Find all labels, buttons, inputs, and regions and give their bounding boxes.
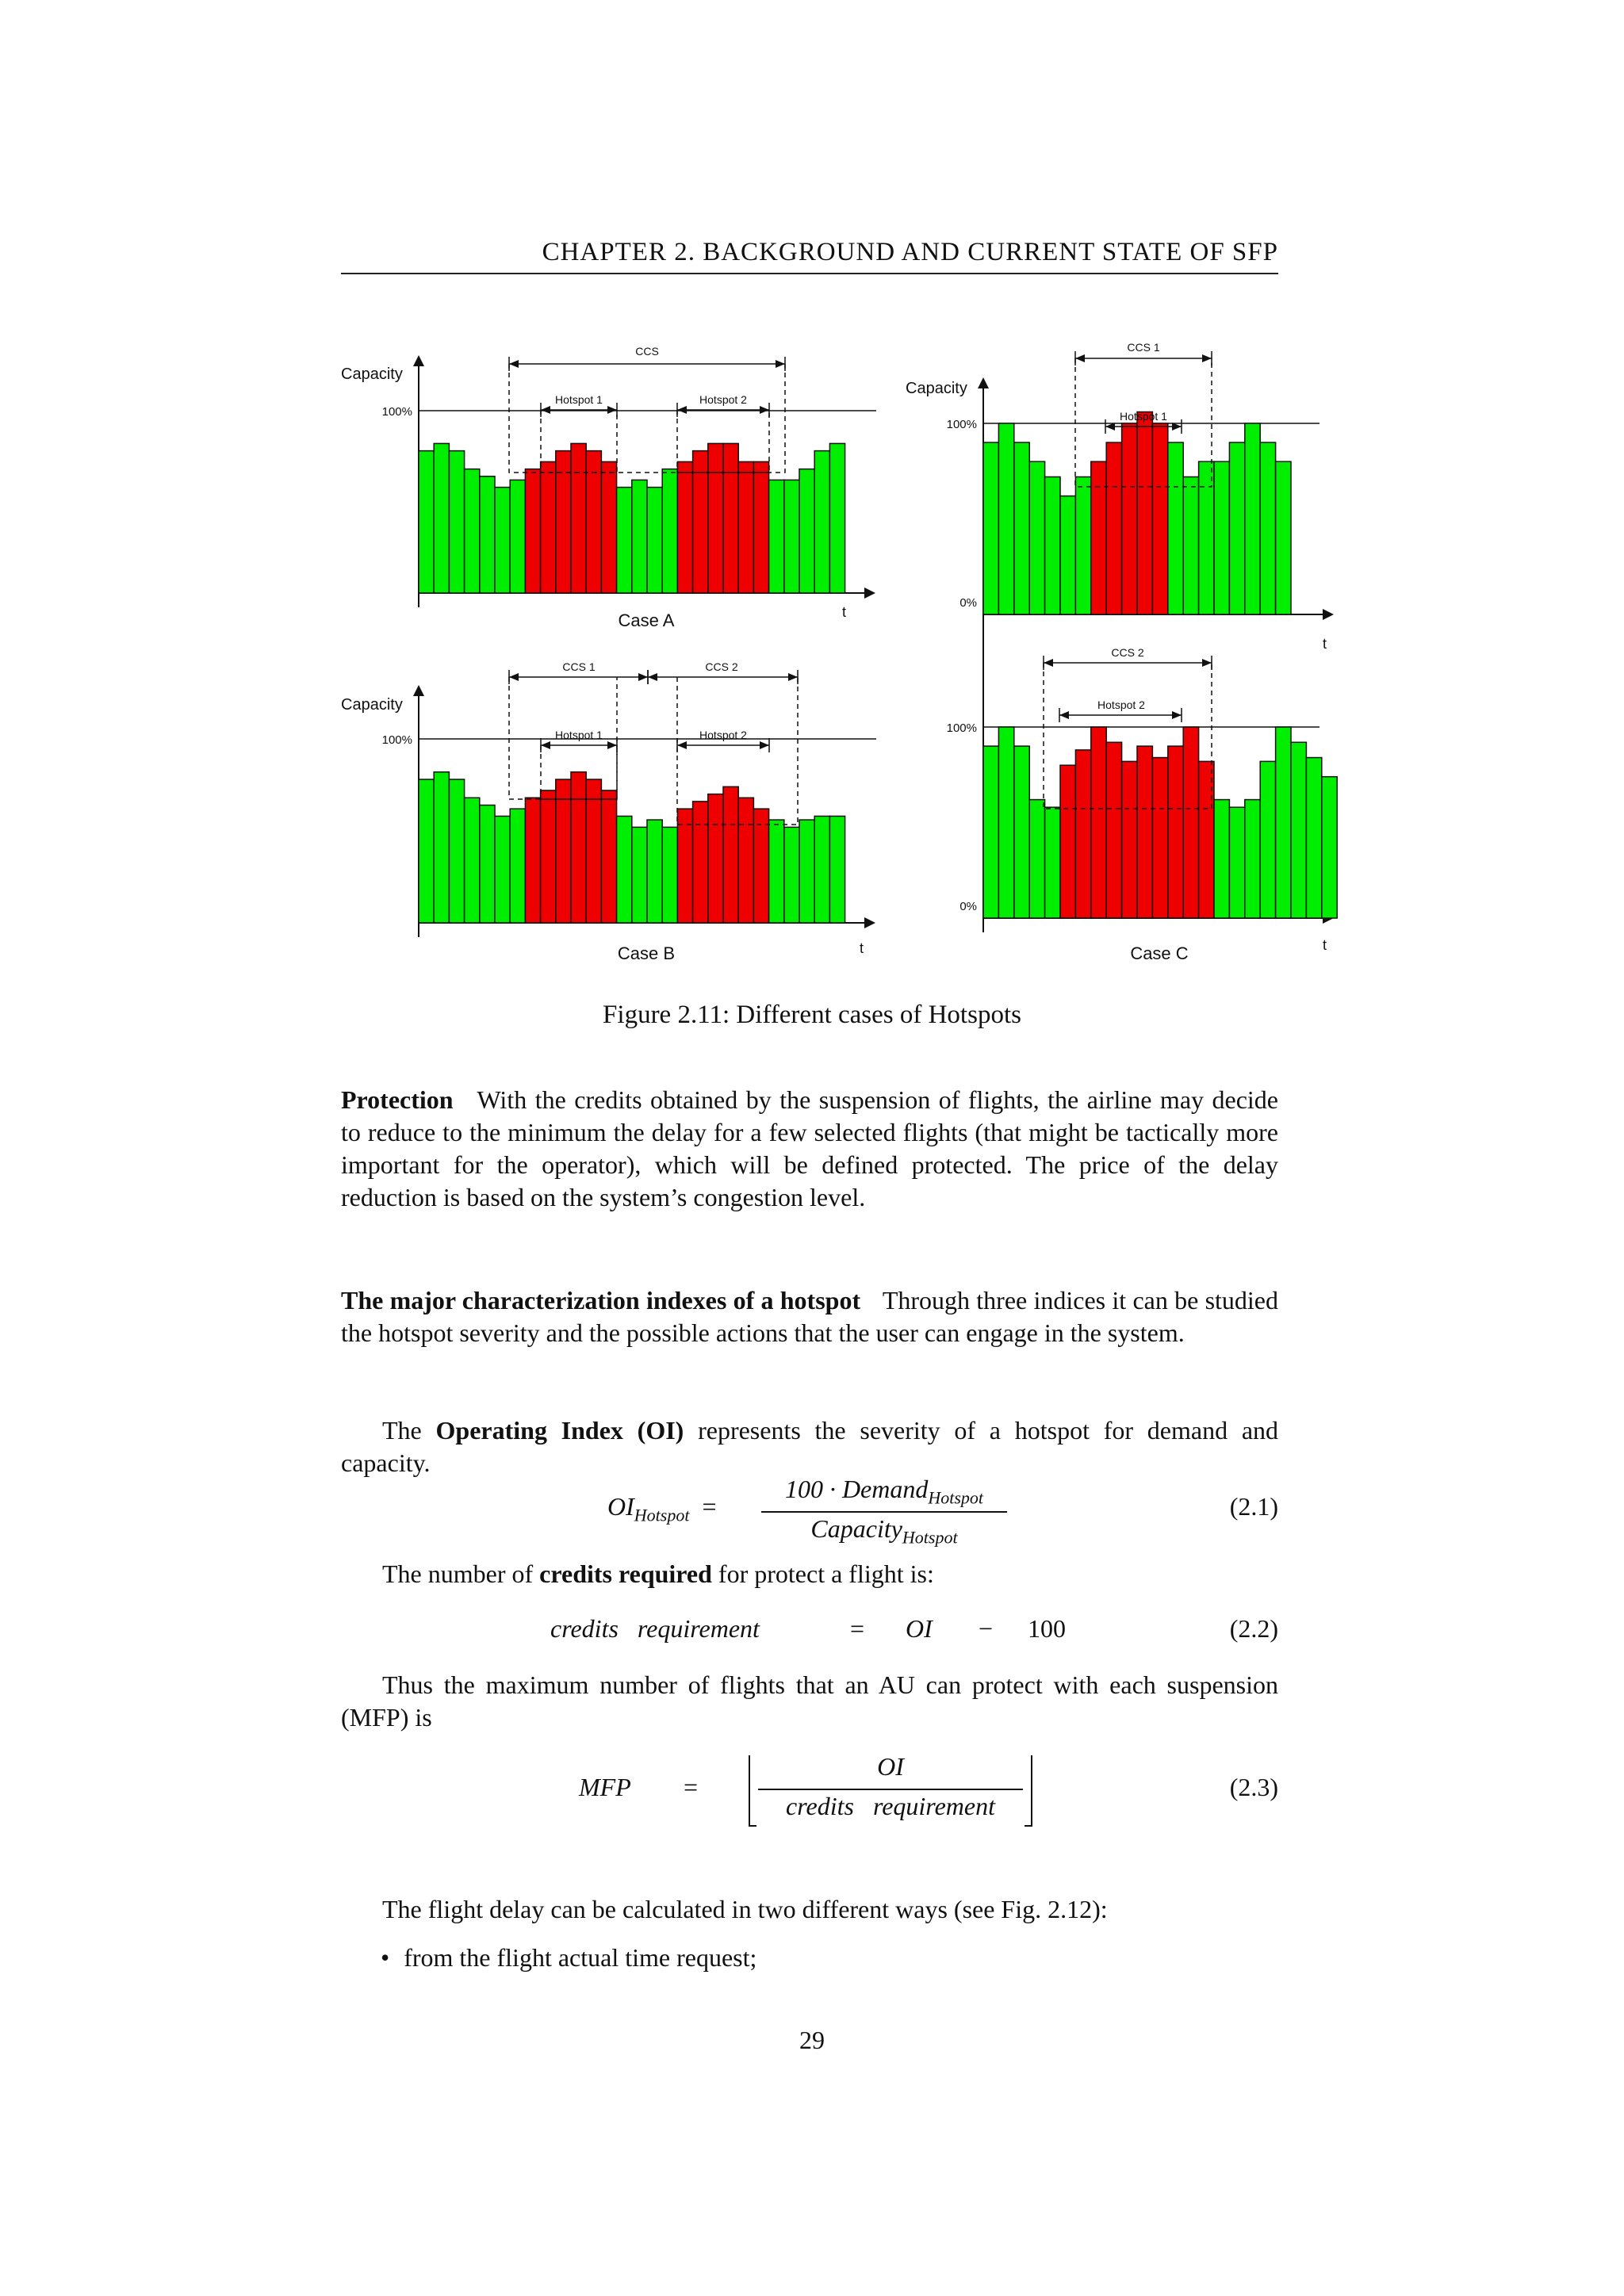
- case-a-bar: [495, 488, 510, 593]
- hotspot-figure: [0, 0, 1624, 991]
- case-c-ccs2-arrow-head-right: [1202, 659, 1212, 667]
- case-a-bar: [677, 461, 692, 593]
- case-c-ccs2-arrow-head-left: [1044, 659, 1053, 667]
- case-c-bottom-0pct-label: 0%: [959, 900, 977, 913]
- case-b-bar: [753, 809, 768, 923]
- case-b-bar: [571, 772, 586, 923]
- case-a-bar: [617, 488, 632, 593]
- eq3-equals: =: [684, 1773, 699, 1801]
- case-b-bar: [738, 798, 753, 923]
- case-a-t-label: t: [842, 604, 847, 620]
- case-b-bar: [419, 779, 434, 923]
- bullet-text: from the flight actual time request;: [404, 1943, 757, 1972]
- case-c-top-bar: [1137, 412, 1152, 614]
- bullet-dot: •: [381, 1943, 390, 1972]
- eq1-denominator: [761, 1514, 1007, 1548]
- case-c-ccs1-arrow-head-right: [1202, 354, 1212, 362]
- case-c-top-100pct-label: 100%: [946, 418, 977, 431]
- case-a-capacity-label: Capacity: [341, 365, 403, 383]
- figure-caption: Figure 2.11: Different cases of Hotspots: [603, 1001, 1021, 1029]
- credits-paragraph: [341, 1558, 1278, 1590]
- case-c-bottom-bar: [1214, 800, 1229, 918]
- case-a-100pct-label: 100%: [381, 405, 412, 419]
- case-b-bar: [829, 816, 845, 923]
- case-c-bottom-bar: [1106, 742, 1121, 918]
- case-c-top-capacity-label: Capacity: [906, 380, 967, 397]
- delay-paragraph: The flight delay can be calculated in two different ways (see Fig. 2.12):: [382, 1895, 1108, 1923]
- case-b-bar: [723, 786, 738, 923]
- case-a-ccs-box: [509, 364, 785, 473]
- case-b-capacity-label: Capacity: [341, 696, 403, 714]
- case-c-top-bar: [1183, 476, 1198, 614]
- eq3-num: OI: [877, 1752, 904, 1781]
- case-b-bar: [784, 827, 799, 923]
- eq3-lhs: MFP: [579, 1773, 631, 1801]
- case-b-bar: [525, 798, 540, 923]
- case-c-top-t-label: t: [1323, 636, 1327, 652]
- case-b-bar: [449, 779, 464, 923]
- eq2-oi: OI: [906, 1614, 933, 1643]
- case-a-bar: [829, 443, 845, 593]
- case-c-bottom-bar: [1199, 761, 1214, 918]
- case-c-hotspot1-label: Hotspot 1: [1120, 410, 1167, 423]
- case-c-bottom-bar: [1075, 750, 1090, 918]
- case-c-bottom-bar: [983, 746, 998, 918]
- eq2-lhs: credits requirement: [550, 1614, 760, 1643]
- case-b-hotspot2-arrow-head-right: [760, 741, 769, 749]
- case-c-ccs1-label: CCS 1: [1127, 341, 1160, 354]
- eq3-floor-left: [749, 1755, 756, 1827]
- oi-post: represents the severity of a hotspot for demand and capacity.: [341, 1416, 1279, 1477]
- case-a-bar: [647, 488, 662, 593]
- eq2-equals: =: [850, 1614, 865, 1643]
- case-c-top-bar: [1152, 423, 1167, 614]
- case-b-bar: [677, 809, 692, 923]
- case-c-bottom-bar: [1045, 807, 1060, 918]
- case-a-bar: [449, 451, 464, 593]
- case-b-y-arrow: [413, 685, 424, 696]
- case-a-bar: [662, 469, 677, 593]
- case-b-bar: [617, 816, 632, 923]
- case-b-bar: [541, 790, 556, 923]
- case-c-top-bar: [1106, 442, 1121, 614]
- case-c-bottom-bar: [1091, 727, 1106, 918]
- case-b-hotspot1-label: Hotspot 1: [555, 729, 603, 741]
- case-b-t-label: t: [860, 940, 864, 956]
- case-a-bar: [601, 461, 616, 593]
- indexes-title: The major characterization indexes of a hotspot: [341, 1286, 861, 1314]
- case-c-hotspot2-label: Hotspot 2: [1097, 698, 1145, 711]
- case-a-bar: [784, 480, 799, 593]
- case-a-bar: [769, 480, 784, 593]
- case-c-bottom-bar: [1014, 746, 1029, 918]
- case-b-ccs2-arrow-head-right: [788, 673, 798, 681]
- indexes-text: Through three indices it can be studied the hotspot severity and the possible actions that the user can engage in the system.: [341, 1286, 1279, 1347]
- indexes-paragraph: [341, 1284, 1278, 1349]
- case-b-bar: [708, 794, 723, 923]
- case-a-hotspot2-arrow-head-right: [760, 406, 769, 414]
- case-a-bar: [632, 480, 647, 593]
- credits-post: for protect a flight is:: [718, 1559, 934, 1588]
- eq1-lhs: OI: [607, 1492, 634, 1521]
- case-c-top-bar: [1122, 423, 1137, 614]
- case-c-top-bar: [983, 442, 998, 614]
- case-b-bar: [586, 779, 601, 923]
- protection-text: With the credits obtained by the suspension of flights, the airline may decide to reduce to the minimum the delay for a few selected flights (that might be tactically more important for the operator), which will be defined protected. The price of the delay reduction is based on the system’s congestion level.: [341, 1085, 1279, 1211]
- case-c-top-bar: [1075, 476, 1090, 614]
- case-c-bottom-bar: [1168, 746, 1183, 918]
- case-b-bar: [480, 806, 495, 923]
- equation-2-2: [341, 1614, 1278, 1649]
- case-a-bar: [419, 451, 434, 593]
- case-c-top-bar: [1245, 423, 1260, 614]
- eq2-number: (2.2): [1229, 1614, 1278, 1643]
- case-c-bottom-bar: [1183, 727, 1198, 918]
- case-b-bar: [814, 816, 829, 923]
- eq2-minus: −: [979, 1614, 994, 1643]
- case-b-ccs1-arrow-head-left: [509, 673, 519, 681]
- case-c-top-bar: [1199, 461, 1214, 614]
- case-c-bottom-bar: [1306, 758, 1321, 918]
- case-c-bottom-bar: [1260, 761, 1275, 918]
- case-c-top-bar: [1045, 476, 1060, 614]
- equation-2-1: $OI_{Hotspot}$ = 100 · Demand$_{Hotspot}$ Capacity$_{Hotspot}$ (2.1): [607, 1475, 1278, 1548]
- case-b-hotspot1-arrow-head-right: [607, 741, 617, 749]
- case-c-top-y-arrow: [978, 377, 989, 388]
- case-a-hotspot1-label: Hotspot 1: [555, 393, 603, 406]
- eq2-100: 100: [1028, 1614, 1066, 1643]
- case-c-bottom-bar: [1060, 765, 1075, 918]
- case-c-top-bar: [1014, 442, 1029, 614]
- case-c-ccs2-label: CCS 2: [1111, 646, 1144, 659]
- eq3-floor-right: [1025, 1755, 1032, 1827]
- case-a-bar: [799, 469, 814, 593]
- protection-paragraph: [341, 1084, 1278, 1214]
- case-a-bar: [753, 461, 768, 593]
- case-a-x-arrow: [864, 587, 875, 599]
- case-b-hotspot2-label: Hotspot 2: [699, 729, 747, 741]
- case-b-bar: [769, 820, 784, 923]
- case-b-bar: [632, 827, 647, 923]
- case-c-bottom-100pct-label: 100%: [946, 721, 977, 735]
- oi-paragraph: [341, 1414, 1278, 1479]
- equation-2-3: [341, 1752, 1278, 1839]
- case-b-case-label: Case B: [617, 943, 676, 963]
- credits-bold: credits required: [539, 1559, 712, 1588]
- case-c-top-bar: [998, 423, 1013, 614]
- case-c-bottom-bar: [1291, 742, 1306, 918]
- case-a-y-arrow: [413, 355, 424, 366]
- case-b-ccs1-label: CCS 1: [562, 660, 596, 673]
- case-a-bar: [708, 443, 723, 593]
- case-c-ccs1-arrow-head-left: [1075, 354, 1085, 362]
- case-b-hotspot2-arrow-head-left: [677, 741, 687, 749]
- eq3-den: credits requirement: [786, 1792, 995, 1820]
- case-a-ccs-label: CCS: [635, 345, 659, 358]
- case-b-ccs2-label: CCS 2: [705, 660, 738, 673]
- case-a-bar: [738, 461, 753, 593]
- eq1-fraction-bar: [761, 1511, 1007, 1513]
- case-b-bar: [799, 820, 814, 923]
- case-b-100pct-label: 100%: [381, 733, 412, 747]
- case-a-bar: [814, 451, 829, 593]
- eq1-num: 100 · Demand: [784, 1475, 929, 1503]
- case-c-bottom-bar: [1029, 800, 1044, 918]
- case-a-bar: [434, 443, 449, 593]
- case-c-bottom-case-label: Case C: [1130, 943, 1189, 963]
- eq1-lhs-sub: Hotspot: [634, 1505, 690, 1525]
- case-a-hotspot1-arrow-head-right: [607, 406, 617, 414]
- case-b-bar: [662, 827, 677, 923]
- case-c-bottom-bar: [998, 727, 1013, 918]
- case-b-bar: [434, 772, 449, 923]
- case-c-top-x-arrow: [1323, 609, 1334, 620]
- case-b-bar: [647, 820, 662, 923]
- case-c-top-bar: [1214, 461, 1229, 614]
- bullet-item: [381, 1943, 756, 1973]
- eq3-number: (2.3): [1229, 1773, 1278, 1801]
- page-number: 29: [799, 2026, 825, 2054]
- case-b-ccs1-arrow-head-right: [638, 673, 648, 681]
- case-a-ccs-arrow-head-left: [509, 360, 519, 368]
- oi-bold: Operating Index (OI): [435, 1416, 684, 1445]
- case-a-bar: [510, 480, 525, 593]
- case-c-hotspot2-arrow-head-left: [1059, 711, 1069, 719]
- case-c-top-bar: [1029, 461, 1044, 614]
- case-b-bar: [465, 798, 480, 923]
- case-c-bottom-t-label: t: [1323, 937, 1327, 953]
- case-c-top-bar: [1091, 461, 1106, 614]
- case-a-case-label: Case A: [618, 610, 675, 630]
- eq1-numerator: [761, 1475, 1007, 1508]
- case-a-hotspot2-arrow-head-left: [677, 406, 687, 414]
- eq1-number: (2.1): [1229, 1492, 1278, 1521]
- case-c-bottom-bar: [1122, 761, 1137, 918]
- protection-title: Protection: [341, 1085, 454, 1114]
- case-c-bottom-bar: [1229, 807, 1244, 918]
- case-a-bar: [465, 469, 480, 593]
- case-c-top-bar: [1168, 442, 1183, 614]
- eq1-den: Capacity: [810, 1514, 902, 1543]
- case-c-top-bar: [1060, 496, 1075, 614]
- case-a-bar: [541, 461, 556, 593]
- case-a-bar: [571, 443, 586, 593]
- case-b-x-arrow: [864, 917, 875, 928]
- oi-pre: The: [382, 1416, 422, 1445]
- case-b-ccs2-arrow-head-left: [648, 673, 657, 681]
- case-c-bottom-bar: [1322, 777, 1337, 918]
- case-b-bar: [495, 816, 510, 923]
- case-c-bottom-bar: [1245, 800, 1260, 918]
- case-a-bar: [525, 469, 540, 593]
- mfp-paragraph: Thus the maximum number of flights that an AU can protect with each suspension (MFP) is: [341, 1670, 1278, 1732]
- case-b-hotspot1-arrow-head-left: [541, 741, 550, 749]
- eq1-num-sub: Hotspot: [928, 1487, 984, 1508]
- case-c-bottom-bar: [1137, 746, 1152, 918]
- case-b-bar: [556, 779, 571, 923]
- case-a-ccs-arrow-head-right: [776, 360, 785, 368]
- case-b-bar: [601, 790, 616, 923]
- credits-pre: The number of: [382, 1559, 534, 1588]
- case-b-bar: [510, 809, 525, 923]
- case-a-hotspot2-label: Hotspot 2: [699, 393, 747, 406]
- case-a-bar: [480, 476, 495, 593]
- case-b-bar: [693, 802, 708, 923]
- case-c-bottom-bar: [1152, 758, 1167, 918]
- eq3-fraction-bar: [758, 1789, 1023, 1790]
- chapter-title: CHAPTER 2. BACKGROUND AND CURRENT STATE OF SFP: [542, 238, 1278, 266]
- case-c-top-bar: [1260, 442, 1275, 614]
- eq1-den-sub: Hotspot: [902, 1527, 958, 1548]
- case-c-top-bar: [1229, 442, 1244, 614]
- case-c-hotspot2-arrow-head-right: [1172, 711, 1182, 719]
- case-a-hotspot1-arrow-head-left: [541, 406, 550, 414]
- case-a-bar: [723, 443, 738, 593]
- case-c-top-bar: [1276, 461, 1291, 614]
- case-c-bottom-bar: [1276, 727, 1291, 918]
- case-c-top-0pct-label: 0%: [959, 596, 977, 610]
